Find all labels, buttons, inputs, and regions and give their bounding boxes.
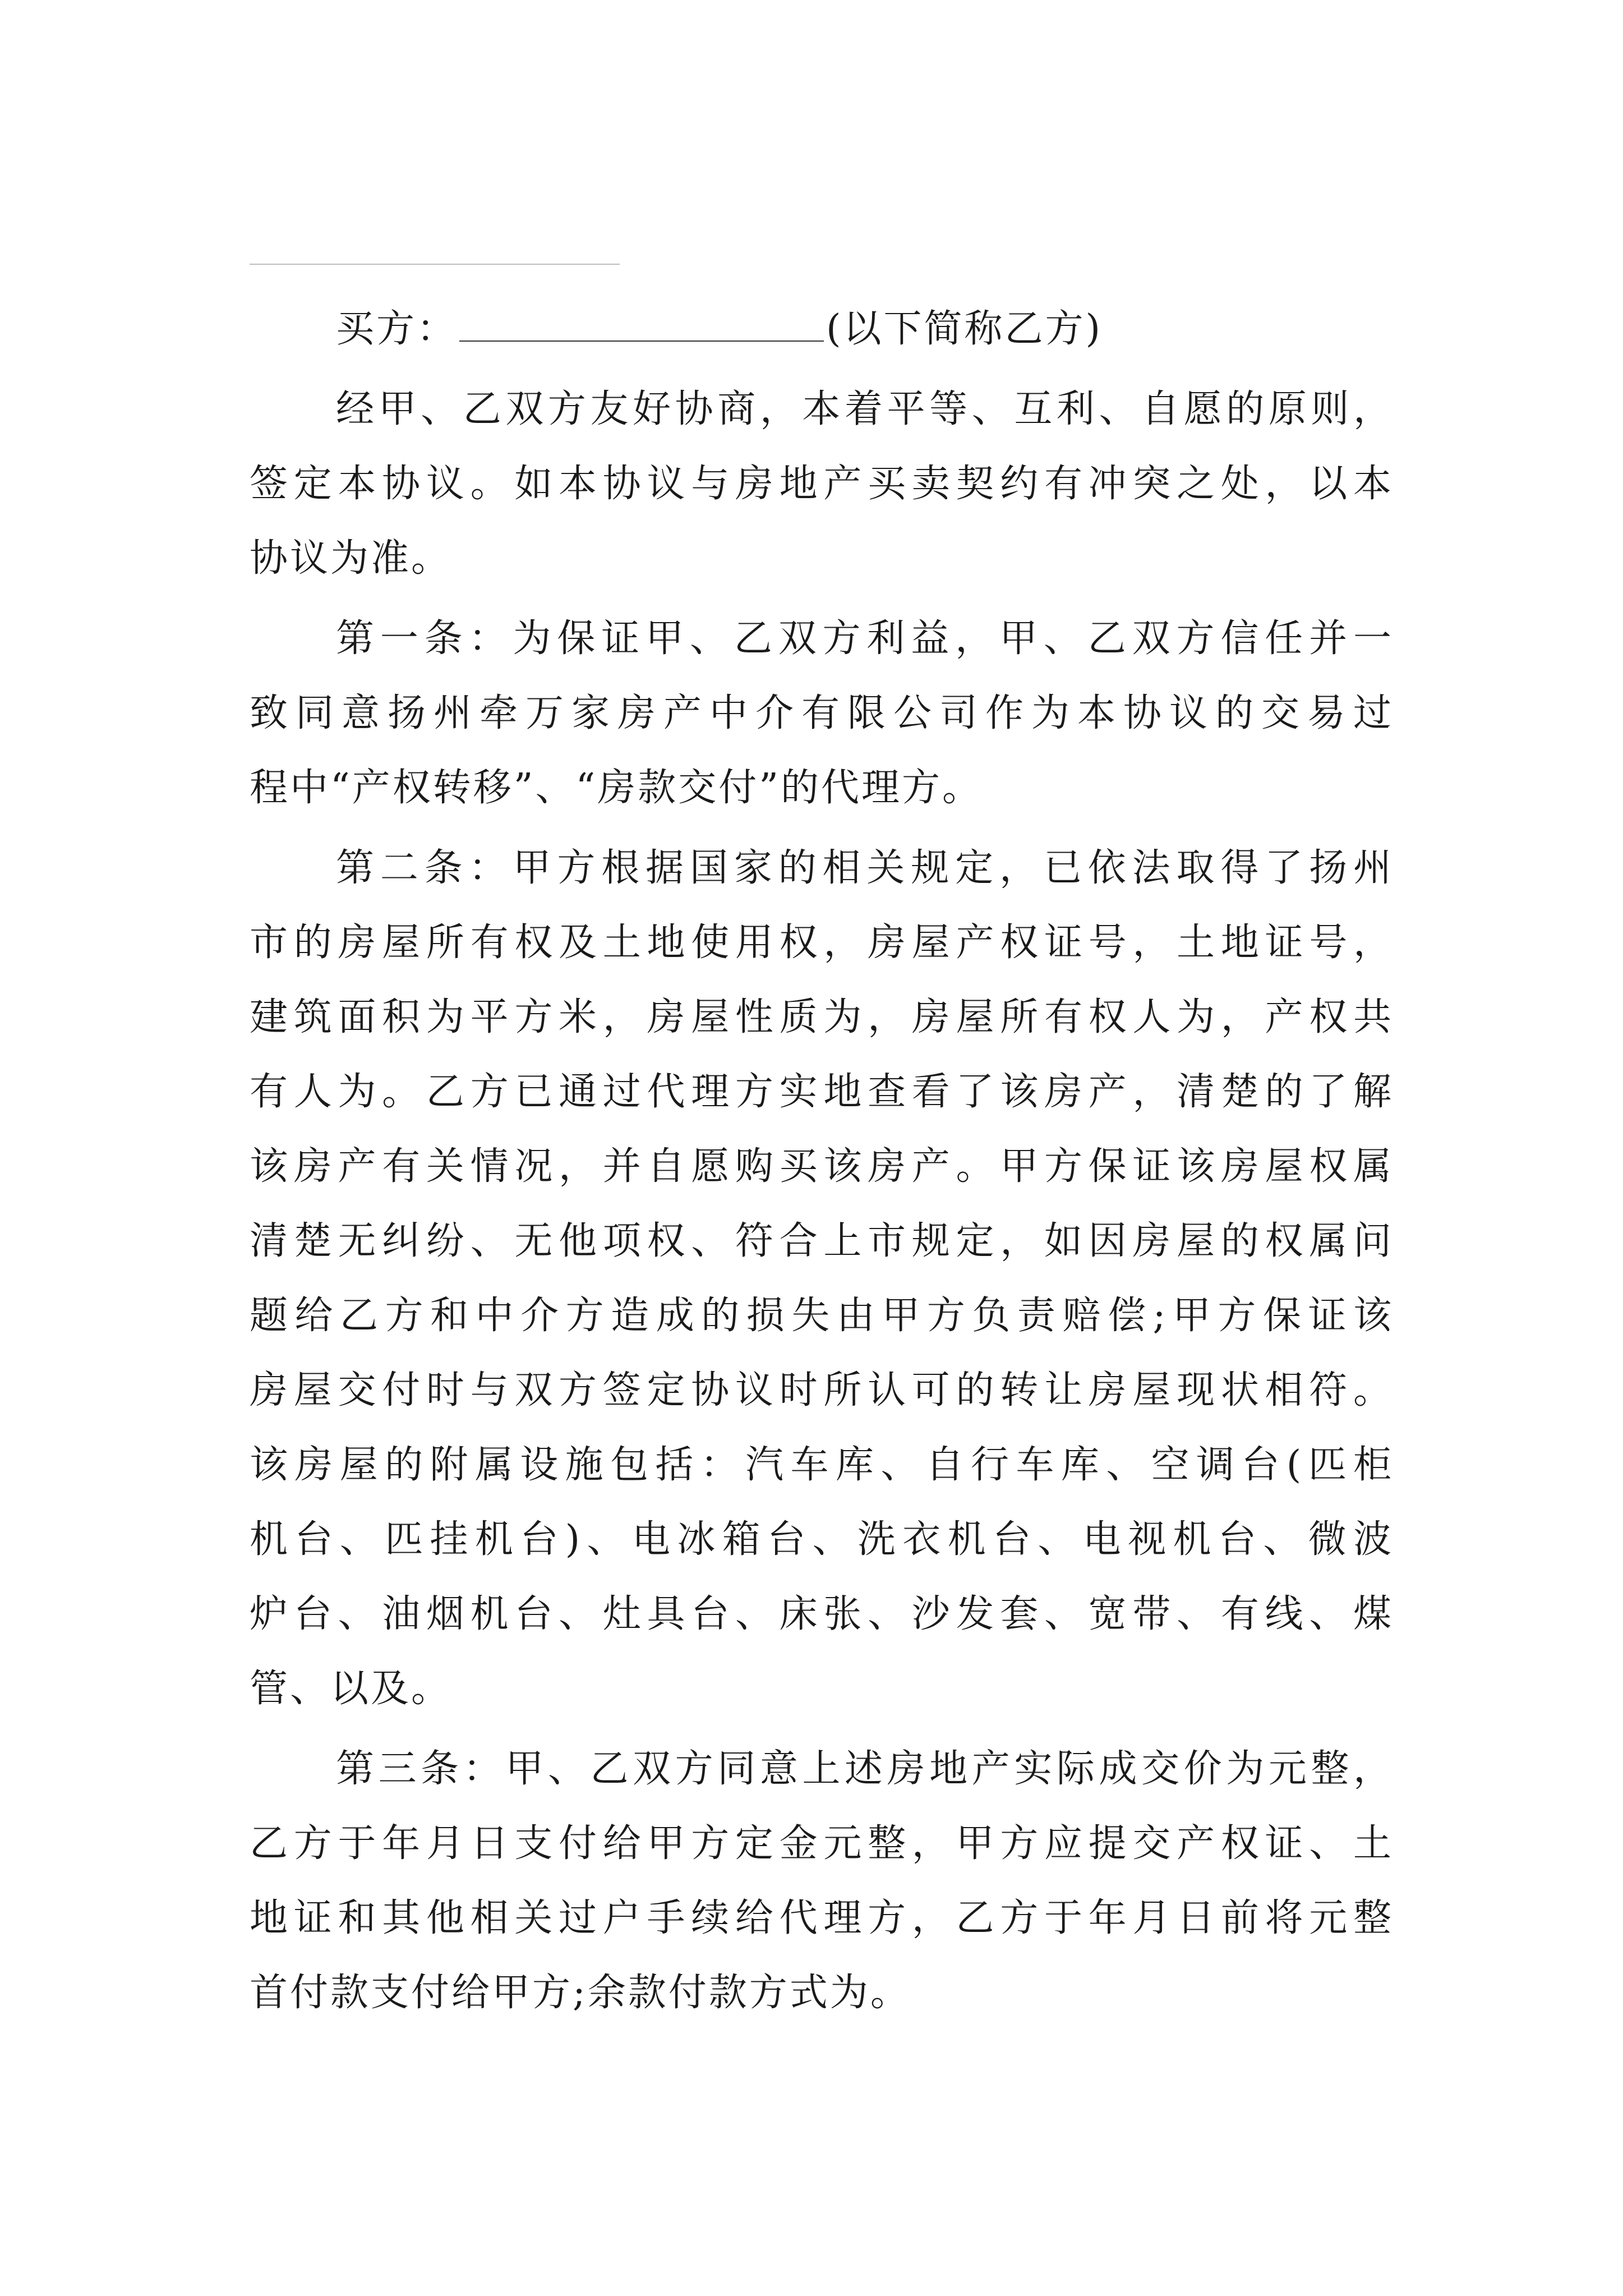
- paragraph-intro: [250, 372, 1394, 596]
- paragraph-line: 机台、匹挂机台)、电冰箱台、洗衣机台、电视机台、微波: [250, 1517, 1394, 1562]
- document-body: [250, 292, 1394, 2036]
- paragraph-line: 第三条：甲、乙双方同意上述房地产实际成交价为元整，: [336, 1747, 1394, 1791]
- buyer-name-blank[interactable]: [459, 307, 824, 342]
- paragraph-line: 协议为准。: [250, 536, 452, 581]
- buyer-line: [250, 292, 1394, 366]
- header-rule: [250, 264, 620, 265]
- paragraph-line: 该房屋的附属设施包括：汽车库、自行车库、空调台(匹柜: [250, 1443, 1394, 1487]
- paragraph-line: 经甲、乙双方友好协商，本着平等、互利、自愿的原则，: [336, 387, 1394, 431]
- paragraph-line: 乙方于年月日支付给甲方定金元整，甲方应提交产权证、土: [250, 1821, 1394, 1866]
- paragraph-line: 题给乙方和中介方造成的损失由甲方负责赔偿;甲方保证该: [250, 1294, 1394, 1338]
- paragraph-article-3: [250, 1732, 1394, 2030]
- paragraph-line: 地证和其他相关过户手续给代理方，乙方于年月日前将元整: [250, 1896, 1394, 1940]
- paragraph-article-1: [250, 601, 1394, 825]
- paragraph-line: 签定本协议。如本协议与房地产买卖契约有冲突之处，以本: [250, 462, 1394, 506]
- paragraph-line: 建筑面积为平方米，房屋性质为，房屋所有权人为，产权共: [250, 995, 1394, 1039]
- paragraph-line: 致同意扬州牵万家房产中介有限公司作为本协议的交易过: [250, 691, 1394, 735]
- paragraph-line: 管、以及。: [250, 1667, 452, 1711]
- buyer-suffix: (以下简称乙方): [826, 307, 1103, 351]
- paragraph-line: 清楚无纠纷、无他项权、符合上市规定，如因房屋的权属问: [250, 1219, 1394, 1263]
- paragraph-line: 有人为。乙方已通过代理方实地查看了该房产，清楚的了解: [250, 1070, 1394, 1114]
- paragraph-line: 第二条：甲方根据国家的相关规定，已依法取得了扬州: [336, 846, 1394, 890]
- paragraph-line: 第一条：为保证甲、乙双方利益，甲、乙双方信任并一: [336, 616, 1394, 661]
- paragraph-line: 市的房屋所有权及土地使用权，房屋产权证号，土地证号，: [250, 921, 1394, 965]
- paragraph-line: 首付款支付给甲方;余款付款方式为。: [250, 1971, 911, 2015]
- paragraph-article-2: [250, 831, 1394, 1726]
- paragraph-line: 房屋交付时与双方签定协议时所认可的转让房屋现状相符。: [250, 1368, 1394, 1412]
- buyer-label: 买方：: [336, 307, 458, 351]
- paragraph-line: 程中“产权转移”、“房款交付”的代理方。: [250, 766, 983, 810]
- paragraph-line: 该房产有关情况，并自愿购买该房产。甲方保证该房屋权属: [250, 1144, 1394, 1189]
- paragraph-line: 炉台、油烟机台、灶具台、床张、沙发套、宽带、有线、煤: [250, 1592, 1394, 1636]
